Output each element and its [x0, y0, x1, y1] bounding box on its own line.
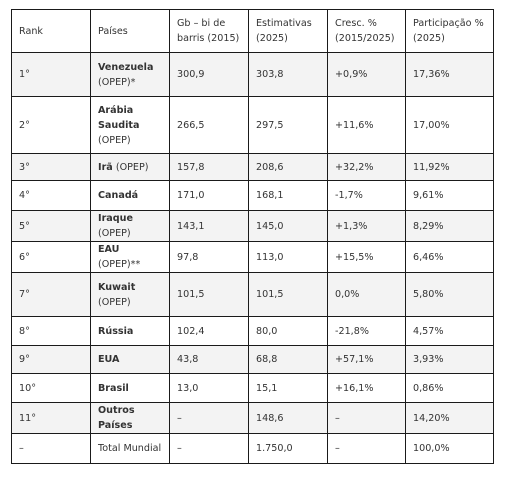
country-name: Irã — [98, 161, 113, 173]
country-note: (OPEP) — [115, 161, 149, 173]
cell-cresc: +1,3% — [328, 211, 406, 242]
table-row — [12, 154, 494, 181]
cell-est: 68,8 — [249, 346, 328, 374]
country-name: Canadá — [98, 190, 139, 201]
cell-rank: – — [12, 434, 91, 464]
table-row — [12, 181, 494, 211]
cell-part: 5,80% — [406, 273, 494, 317]
table-row — [12, 211, 494, 242]
cell-gb: 13,0 — [170, 374, 249, 403]
cell-est: 145,0 — [249, 211, 328, 242]
table-row — [12, 53, 494, 97]
cell-est: 168,1 — [249, 181, 328, 211]
cell-part: 0,86% — [406, 374, 494, 403]
cell-rank: 7° — [12, 273, 91, 317]
cell-cresc: – — [328, 434, 406, 464]
cell-est: 148,6 — [249, 403, 328, 434]
cell-part: 9,61% — [406, 181, 494, 211]
cell-rank: 3° — [12, 154, 91, 181]
cell-country — [91, 317, 170, 346]
cell-part: 11,92% — [406, 154, 494, 181]
table-row — [12, 317, 494, 346]
cell-est: 101,5 — [249, 273, 328, 317]
table-header-row — [12, 10, 494, 53]
country-name: EAU — [98, 244, 120, 255]
total-row — [12, 434, 494, 464]
cell-rank: 11° — [12, 403, 91, 434]
country-note: (OPEP) — [98, 134, 131, 146]
cell-est: 80,0 — [249, 317, 328, 346]
table-row — [12, 403, 494, 434]
table-row — [12, 346, 494, 374]
cell-est: 303,8 — [249, 53, 328, 97]
cell-part: 6,46% — [406, 242, 494, 273]
cell-rank: 5° — [12, 211, 91, 242]
country-note: (OPEP)** — [98, 259, 141, 270]
table-row — [12, 97, 494, 154]
cell-gb: 143,1 — [170, 211, 249, 242]
cell-cresc: – — [328, 403, 406, 434]
cell-cresc: +57,1% — [328, 346, 406, 374]
cell-rank: 1° — [12, 53, 91, 97]
cell-est: 297,5 — [249, 97, 328, 154]
cell-country — [91, 273, 170, 317]
country-name: Outros Países — [98, 405, 135, 431]
cell-cresc: 0,0% — [328, 273, 406, 317]
cell-country — [91, 346, 170, 374]
country-name: Venezuela — [98, 61, 154, 73]
cell-est: 15,1 — [249, 374, 328, 403]
header-cresc: Cresc. % (2015/2025) — [328, 10, 406, 53]
cell-rank: 6° — [12, 242, 91, 273]
header-paises: Países — [91, 10, 170, 53]
cell-gb: 43,8 — [170, 346, 249, 374]
cell-country — [91, 154, 170, 181]
cell-part: 14,20% — [406, 403, 494, 434]
country-name: Arábia Saudita — [98, 104, 140, 131]
cell-est: 113,0 — [249, 242, 328, 273]
cell-cresc: +0,9% — [328, 53, 406, 97]
header-rank: Rank — [12, 10, 91, 53]
header-estimativas: Estimativas (2025) — [249, 10, 328, 53]
cell-gb: 266,5 — [170, 97, 249, 154]
cell-part: 4,57% — [406, 317, 494, 346]
cell-gb: 171,0 — [170, 181, 249, 211]
cell-country — [91, 403, 170, 434]
cell-country — [91, 53, 170, 97]
table-row — [12, 374, 494, 403]
cell-part: 17,00% — [406, 97, 494, 154]
cell-rank: 8° — [12, 317, 91, 346]
cell-est: 1.750,0 — [249, 434, 328, 464]
cell-gb: – — [170, 403, 249, 434]
country-note: (OPEP) — [98, 228, 131, 239]
cell-country — [91, 181, 170, 211]
cell-gb: 157,8 — [170, 154, 249, 181]
cell-rank: 9° — [12, 346, 91, 374]
country-name: Brasil — [98, 382, 129, 394]
cell-gb: 102,4 — [170, 317, 249, 346]
cell-country — [91, 211, 170, 242]
cell-est: 208,6 — [249, 154, 328, 181]
table-row — [12, 273, 494, 317]
cell-country: Total Mundial — [91, 434, 170, 464]
cell-cresc: +32,2% — [328, 154, 406, 181]
country-name: Kuwait — [98, 281, 136, 293]
cell-part: 8,29% — [406, 211, 494, 242]
cell-gb: – — [170, 434, 249, 464]
cell-gb: 97,8 — [170, 242, 249, 273]
cell-cresc: +16,1% — [328, 374, 406, 403]
country-note: (OPEP)* — [98, 76, 136, 88]
table-row — [12, 242, 494, 273]
cell-country — [91, 97, 170, 154]
cell-country — [91, 374, 170, 403]
cell-rank: 4° — [12, 181, 91, 211]
country-name: EUA — [98, 354, 120, 365]
header-gb: Gb – bi de barris (2015) — [170, 10, 249, 53]
cell-part: 17,36% — [406, 53, 494, 97]
cell-gb: 300,9 — [170, 53, 249, 97]
cell-cresc: -1,7% — [328, 181, 406, 211]
cell-country — [91, 242, 170, 273]
country-name: Iraque — [98, 213, 133, 224]
cell-gb: 101,5 — [170, 273, 249, 317]
cell-part: 100,0% — [406, 434, 494, 464]
country-note: (OPEP) — [98, 296, 131, 308]
cell-cresc: +15,5% — [328, 242, 406, 273]
cell-part: 3,93% — [406, 346, 494, 374]
country-name: Rússia — [98, 325, 134, 337]
cell-cresc: -21,8% — [328, 317, 406, 346]
oil-reserves-table — [11, 9, 494, 464]
header-participacao: Participação % (2025) — [406, 10, 494, 53]
cell-cresc: +11,6% — [328, 97, 406, 154]
cell-rank: 10° — [12, 374, 91, 403]
cell-rank: 2° — [12, 97, 91, 154]
